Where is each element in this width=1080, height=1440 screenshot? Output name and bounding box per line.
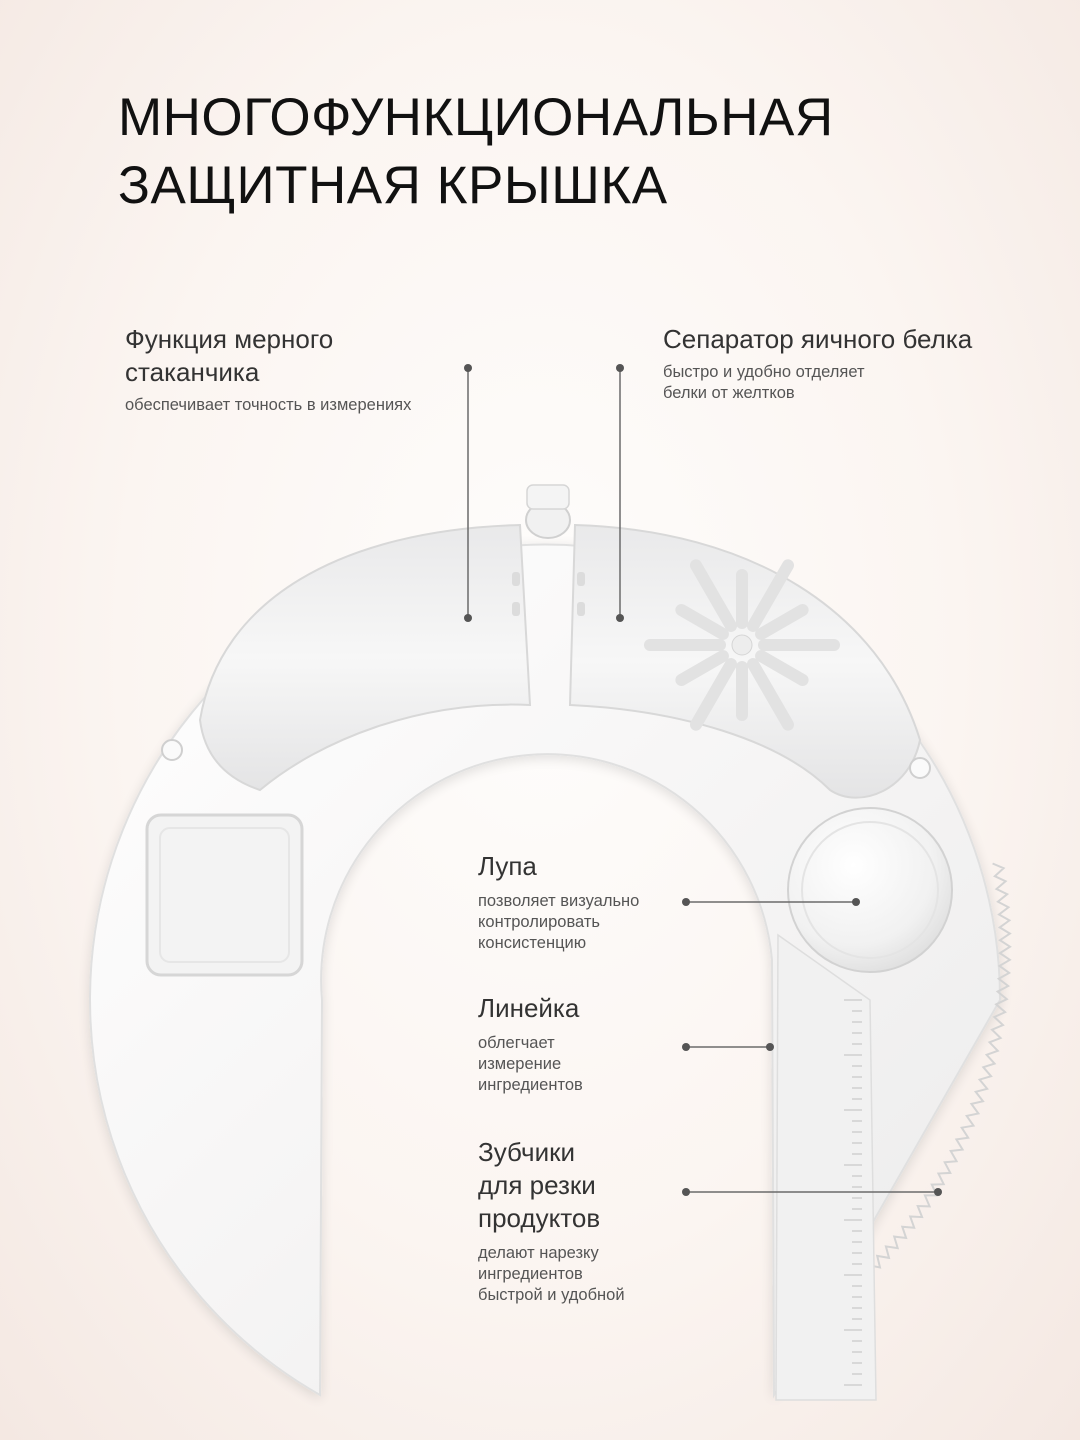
lid-top-notch <box>526 485 570 538</box>
callout-cutting-teeth-title: Зубчики для резки продуктов <box>478 1137 601 1233</box>
ruler-strip <box>776 935 876 1400</box>
callout-ruler-description: облегчает измерение ингредиентов <box>478 1034 583 1094</box>
mount-hole-left <box>162 740 182 760</box>
separator-center <box>732 635 752 655</box>
callout-cutting-teeth-description: делают нарезку ингредиентов быстрой и удобной <box>478 1244 625 1304</box>
callout-egg-separator <box>663 323 972 404</box>
callout-ruler-title: Линейка <box>478 993 580 1023</box>
callout-egg-separator-description: быстро и удобно отделяет белки от желтков <box>663 363 865 402</box>
callout-magnifier-title: Лупа <box>478 851 537 881</box>
square-recess <box>147 815 302 975</box>
callout-cutting-teeth <box>478 1136 625 1306</box>
callout-magnifier-description: позволяет визуально контролировать консистенцию <box>478 892 640 952</box>
magnifier-lens <box>788 808 952 972</box>
callout-egg-separator-title: Сепаратор яичного белка <box>663 324 973 354</box>
callout-measuring-cup-title: Функция мерного стаканчика <box>125 324 334 387</box>
page-title-line-2: ЗАЩИТНАЯ КРЫШКА <box>118 156 668 215</box>
callout-measuring-cup <box>125 323 411 416</box>
mount-hole-right <box>910 758 930 778</box>
callout-ruler <box>478 992 583 1096</box>
page-title-line-1: МНОГОФУНКЦИОНАЛЬНАЯ <box>118 88 834 147</box>
callout-magnifier <box>478 850 639 954</box>
callout-measuring-cup-description: обеспечивает точность в измерениях <box>125 396 412 414</box>
